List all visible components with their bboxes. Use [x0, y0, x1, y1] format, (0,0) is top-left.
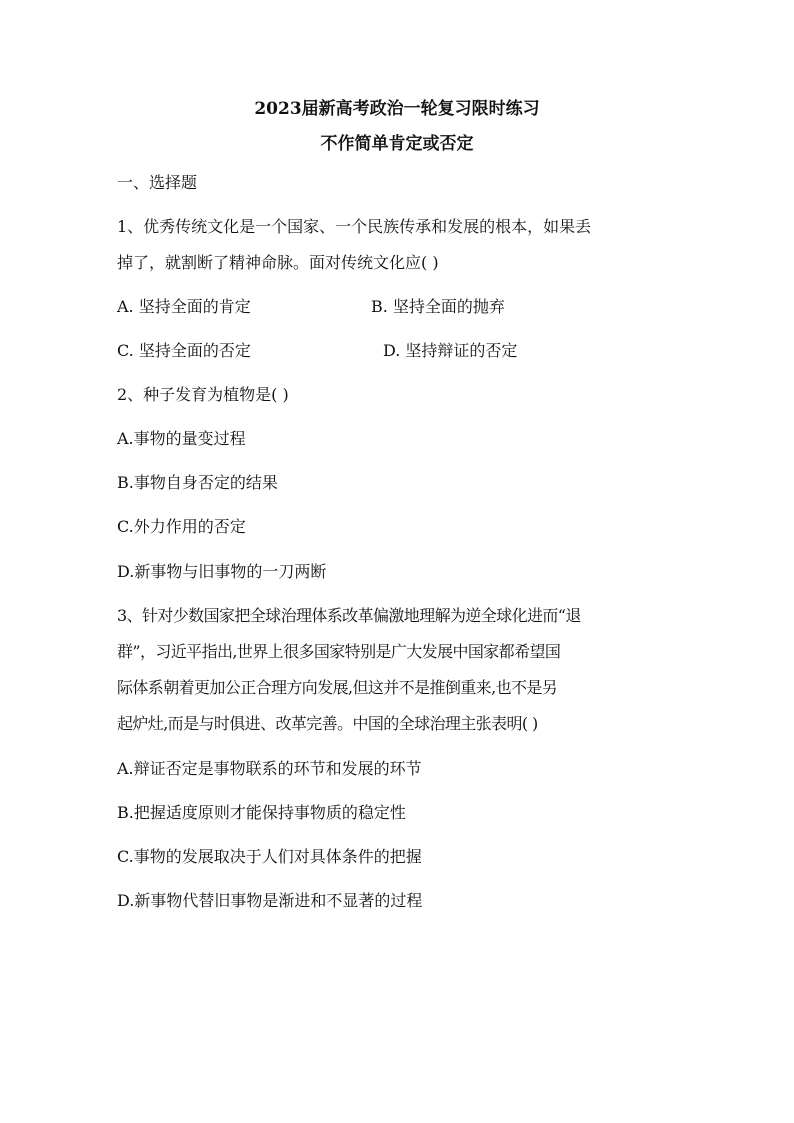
section-heading: 一、选择题	[117, 173, 198, 192]
question-3-text-line-4: 起炉灶,而是与时俱进、改革完善。中国的全球治理主张表明( )	[117, 714, 538, 733]
question-3-option-d[interactable]: D.新事物代替旧事物是渐进和不显著的过程	[117, 891, 423, 910]
question-3-option-b[interactable]: B.把握适度原则才能保持事物质的稳定性	[117, 803, 406, 822]
question-1-option-c[interactable]: C. 坚持全面的否定	[117, 341, 251, 360]
question-2-option-b[interactable]: B.事物自身否定的结果	[117, 473, 278, 492]
question-1-option-b[interactable]: B. 坚持全面的抛弃	[371, 297, 505, 316]
question-1-text-line-2: 掉了，就割断了精神命脉。面对传统文化应( )	[117, 253, 439, 272]
question-3-text-line-1: 3、针对少数国家把全球治理体系改革偏激地理解为逆全球化进而“退	[117, 606, 581, 625]
question-2-option-d[interactable]: D.新事物与旧事物的一刀两断	[117, 562, 327, 581]
question-2-option-c[interactable]: C.外力作用的否定	[117, 517, 246, 536]
question-3-option-a[interactable]: A.辩证否定是事物联系的环节和发展的环节	[117, 759, 422, 778]
question-3-text-line-2: 群”，习近平指出,世界上很多国家特别是广大发展中国家都希望国	[117, 642, 561, 661]
question-2-text-line-1: 2、种子发育为植物是( )	[117, 385, 289, 404]
document-subtitle: 不作简单肯定或否定	[320, 134, 474, 154]
question-3-text-line-3: 际体系朝着更加公正合理方向发展,但这并不是推倒重来,也不是另	[117, 678, 558, 697]
document-title: 2023届新高考政治一轮复习限时练习	[254, 99, 540, 119]
question-3-option-c[interactable]: C.事物的发展取决于人们对具体条件的把握	[117, 847, 422, 866]
question-1-option-d[interactable]: D. 坚持辩证的否定	[383, 341, 518, 360]
question-2-option-a[interactable]: A.事物的量变过程	[117, 429, 246, 448]
question-1-text-line-1: 1、优秀传统文化是一个国家、一个民族传承和发展的根本，如果丢	[117, 217, 592, 236]
question-1-option-a[interactable]: A. 坚持全面的肯定	[117, 297, 251, 316]
